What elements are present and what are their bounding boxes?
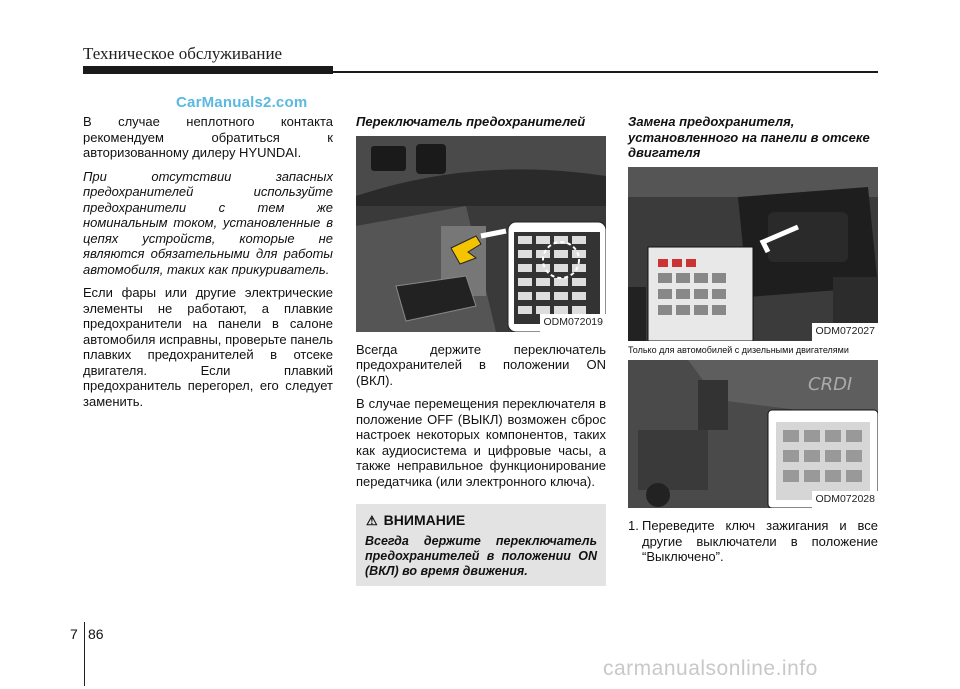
- warning-triangle-icon: ⚠: [366, 513, 378, 528]
- paragraph-off-reset: В случае перемещения переключателя в положение OFF (ВЫКЛ) возможен сброс настроек некоторых компонентов, таких как аудиосистема и цифровые часы, а также неправильное функционирование передатчика (или электронного ключа).: [356, 396, 606, 489]
- step-1-text: Переведите ключ зажигания и все другие выключатели в положение “Выключено”.: [642, 518, 878, 564]
- image-code-fuse-switch: ODM072019: [540, 314, 606, 332]
- section-title-fuse-switch: Переключатель предохранителей: [356, 114, 586, 129]
- diesel-fuse-photo: [628, 360, 878, 508]
- paragraph-keep-on: Всегда держите переключатель предохранителей в положении ON (ВКЛ).: [356, 341, 606, 388]
- header-rule-thin: [333, 71, 878, 73]
- dashboard-illustration: [356, 136, 606, 332]
- warning-text: Всегда держите переключатель предохранителей в положении ON (ВКЛ) во время движения.: [365, 534, 597, 578]
- warning-box: [356, 504, 606, 586]
- watermark-bottom: carmanualsonline.info: [603, 657, 818, 680]
- warning-title-text: ВНИМАНИЕ: [383, 512, 466, 528]
- column-1: [83, 114, 333, 417]
- svg-text:CRDI: CRDI: [808, 374, 853, 395]
- caption-diesel-only: Только для автомобилей с дизельными двигателями: [628, 344, 849, 355]
- image-code-engine-fuse: ODM072027: [812, 323, 878, 341]
- paragraph-spare-fuses: При отсутствии запасных предохранителей используйте предохранители с тем же номинальным током, установленные в цепях устройств, которые не являются обязательными для работы автомобиля, таких как прикуриватель.: [83, 168, 333, 277]
- column-2: [356, 114, 606, 497]
- step-1: [628, 518, 878, 565]
- column-3: [628, 114, 878, 565]
- engine-bay-illustration: [628, 167, 878, 341]
- paragraph-dealer: В случае неплотного контакта рекомендуем обратиться к авторизованному дилеру HYUNDAI.: [83, 114, 333, 160]
- page-header-title: Техническое обслуживание: [83, 44, 283, 63]
- paragraph-engine-fuses: Если фары или другие электрические элементы не работают, а плавкие предохранители на панели в салоне автомобиля исправны, проверьте панель плавких предохранителей в отсеке двигателя. Если плавкий предохранитель перегорел, его следует заменить.: [83, 285, 333, 409]
- engine-fuse-photo: [628, 167, 878, 341]
- footer-divider: [84, 622, 85, 686]
- image-code-diesel-fuse: ODM072028: [812, 491, 878, 509]
- watermark-top: CarManuals2.com: [176, 94, 308, 111]
- warning-title: [366, 512, 465, 529]
- section-number: 7: [70, 626, 78, 642]
- header-rule-thick: [83, 66, 333, 74]
- step-1-number: 1.: [628, 518, 639, 533]
- fuse-switch-photo: [356, 136, 606, 332]
- page-number: 86: [88, 626, 104, 642]
- diesel-engine-illustration: [628, 360, 878, 508]
- section-title-engine-fuse: Замена предохранителя, установленного на панели в отсеке двигателя: [628, 114, 870, 160]
